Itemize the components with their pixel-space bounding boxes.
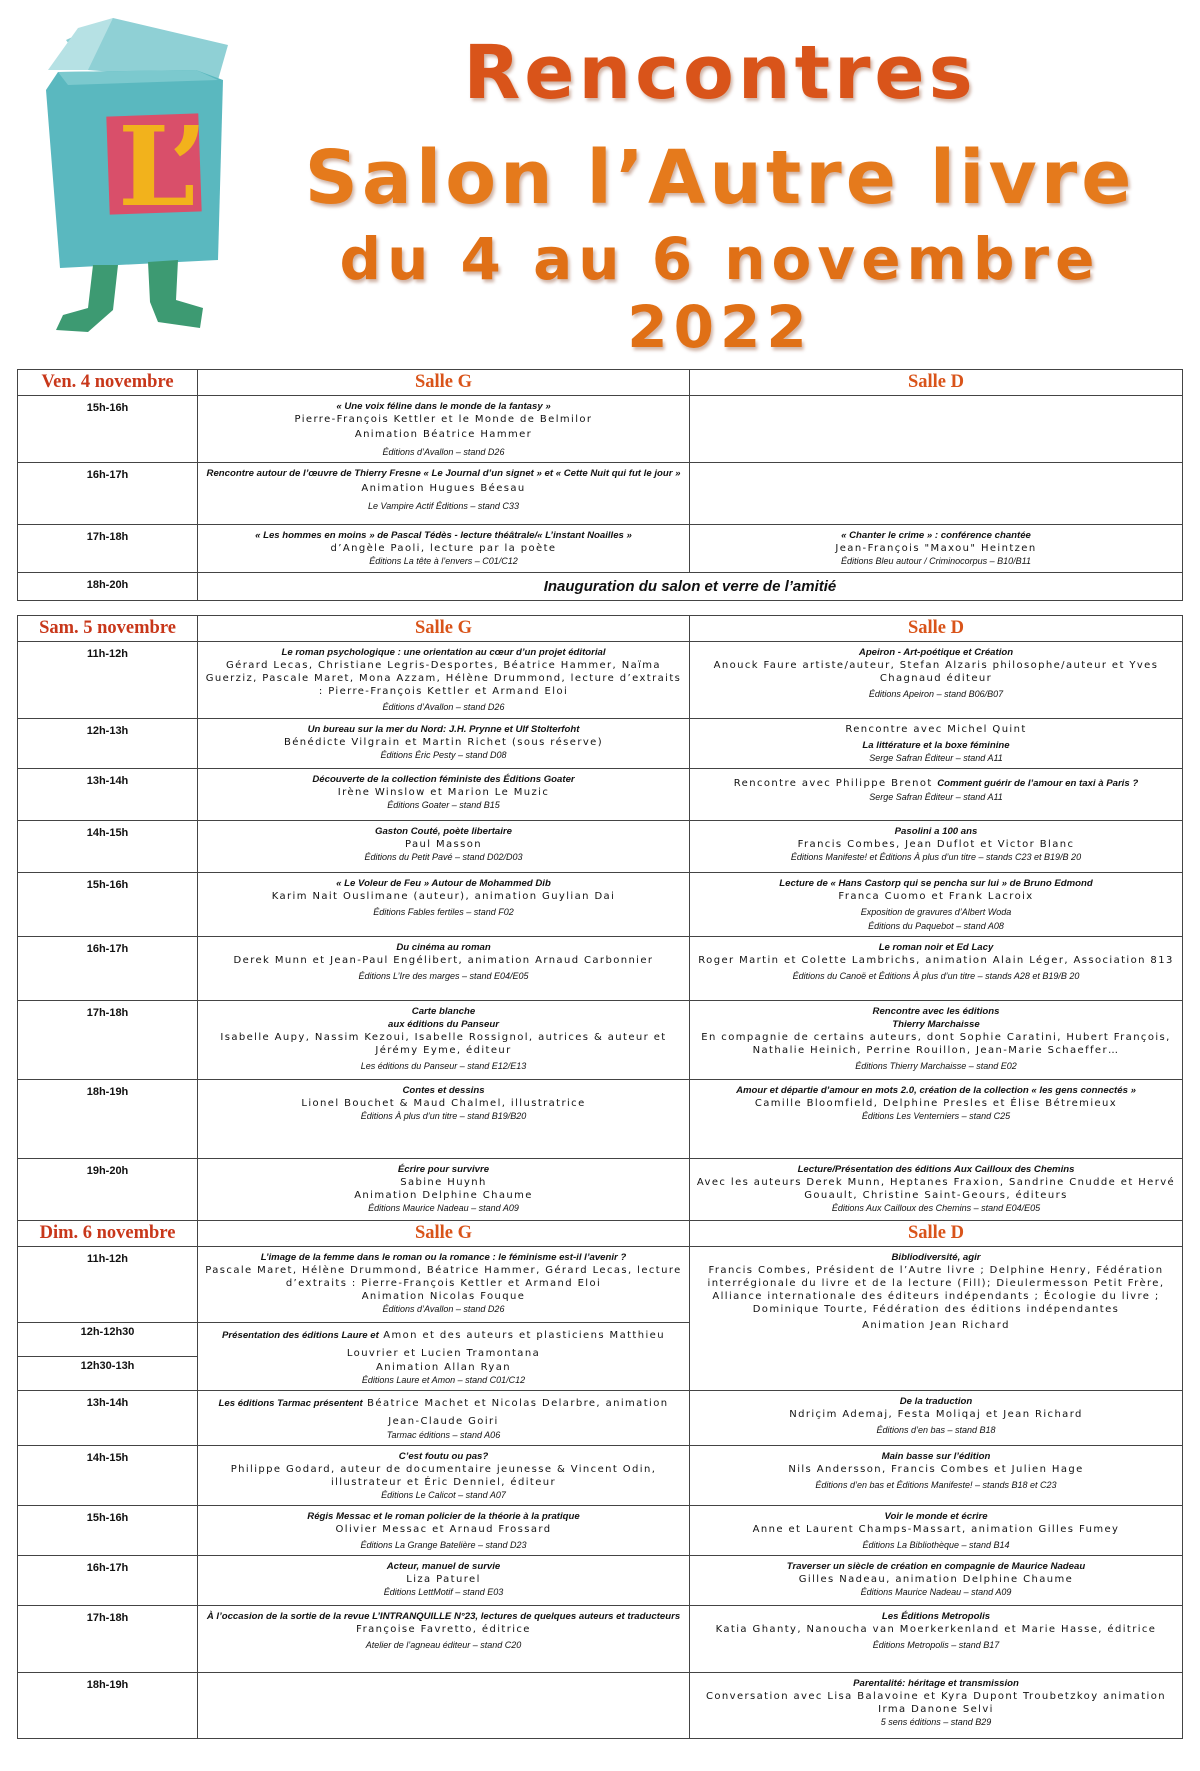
event-title: Bibliodiversité, agir — [891, 1252, 981, 1263]
event-publisher: Éditions Les Venterniers – stand C25 — [861, 1111, 1011, 1121]
time-slot: 16h-17h — [18, 937, 198, 1001]
event-people: Pierre-François Kettler et le Monde de Belmilor — [294, 414, 593, 425]
time-slot: 19h-20h — [18, 1159, 198, 1221]
event-people: Francis Combes, Jean Duflot et Victor Blanc — [797, 839, 1075, 850]
event-people: Francis Combes, Président de l’Autre livre ; Delphine Henry, Fédération interrégionale du livre et de la lecture (Fill); Dieulermesson Petit Frère, Alliance internationale des éditeurs indépendants ; Écologie du livre ; Dominique Tourte, Fédération des éditions indépendantes — [707, 1265, 1165, 1315]
time-slot: 15h-16h — [18, 873, 198, 937]
event-publisher: Éditions Éric Pesty – stand D08 — [380, 750, 507, 760]
table-row — [18, 1080, 1183, 1159]
event-title: « Une voix féline dans le monde de la fantasy » — [336, 401, 551, 412]
event-title: Découverte de la collection féministe des Éditions Goater — [312, 774, 575, 785]
event-cell — [690, 719, 1183, 769]
time-slot: 18h-20h — [18, 573, 198, 601]
time-slot: 13h-14h — [18, 1391, 198, 1446]
event-title: À l’occasion de la sortie de la revue L’INTRANQUILLE N°23, lectures de quelques auteurs et traducteurs — [206, 1611, 681, 1622]
event-subtitle: Thierry Marchaisse — [892, 1019, 980, 1030]
event-cell — [690, 1606, 1183, 1673]
time-slot: 17h-18h — [18, 1001, 198, 1080]
event-people: Katia Ghanty, Nanoucha van Moerkerkenland et Marie Hasse, éditrice — [715, 1624, 1157, 1635]
table-row — [18, 525, 1183, 573]
event-title: L’image de la femme dans le roman ou la romance : le féminisme est-il l’avenir ? — [260, 1252, 627, 1263]
event-people: Isabelle Aupy, Nassim Kezoui, Isabelle Rossignol, autrices & auteur et Jérémy Eyme, éditeur — [220, 1032, 667, 1056]
table-row — [18, 463, 1183, 525]
event-publisher: Éditions Laure et Amon – stand C01/C12 — [361, 1375, 526, 1385]
time-slot: 15h-16h — [18, 1506, 198, 1556]
event-people: Gilles Nadeau, animation Delphine Chaume — [798, 1574, 1074, 1585]
event-title: Présentation des éditions Laure et — [222, 1330, 379, 1341]
day-header: Ven. 4 novembre — [18, 370, 198, 396]
event-publisher: Éditions d’Avallon – stand D26 — [382, 702, 505, 712]
event-cell — [690, 525, 1183, 573]
event-cell — [198, 1001, 690, 1080]
event-cell — [690, 937, 1183, 1001]
event-people: Pascale Maret, Hélène Drummond, Béatrice Hammer, Gérard Lecas, lecture d’extraits : Pierre-François Kettler et Armand Eloi — [205, 1265, 682, 1289]
event-publisher: Éditions du Canoë et Éditions À plus d’un titre – stands A28 et B19/B 20 — [792, 971, 1080, 981]
event-cell — [690, 1391, 1183, 1446]
event-title: Voir le monde et écrire — [884, 1511, 988, 1522]
event-subtitle: aux éditions du Panseur — [388, 1019, 499, 1030]
event-cell — [198, 873, 690, 937]
table-row — [18, 573, 1183, 601]
event-publisher: Serge Safran Éditeur – stand A11 — [869, 792, 1003, 802]
event-animation: Animation Allan Ryan — [376, 1362, 511, 1373]
event-publisher: Atelier de l’agneau éditeur – stand C20 — [365, 1640, 522, 1650]
event-people: Nils Andersson, Francis Combes et Julien Hage — [788, 1464, 1084, 1475]
event-publisher: Éditions Le Calicot – stand A07 — [381, 1490, 506, 1500]
event-people: Philippe Godard, auteur de documentaire jeunesse & Vincent Odin, illustrateur et Éric Denniel, éditeur — [230, 1464, 657, 1488]
event-cell — [198, 1506, 690, 1556]
event-people: Gérard Lecas, Christiane Legris-Desportes, Béatrice Hammer, Naïma Guerziz, Pascale Maret, Mona Azzam, Hélène Drummond, lecture d’extraits : Pierre-François Kettler et Armand Eloi — [205, 660, 682, 697]
title-dates: du 4 au 6 novembre 2022 — [339, 225, 1101, 361]
table-row — [18, 1391, 1183, 1446]
event-publisher: Éditions du Paquebot – stand A08 — [868, 921, 1004, 931]
event-title: Du cinéma au roman — [396, 942, 491, 953]
table-row — [18, 642, 1183, 719]
event-animation: Animation Delphine Chaume — [354, 1190, 533, 1201]
event-cell — [690, 1446, 1183, 1506]
time-slot: 14h-15h — [18, 821, 198, 873]
event-title: Traverser un siècle de création en compagnie de Maurice Nadeau — [786, 1561, 1086, 1572]
event-title: « Chanter le crime » : conférence chantée — [841, 530, 1031, 541]
event-title: Acteur, manuel de survie — [386, 1561, 501, 1572]
salle-g-header: Salle G — [198, 370, 690, 396]
event-title: Rencontre autour de l’œuvre de Thierry Fresne « Le Journal d’un signet » et « Cette Nuit qui fut le jour » — [206, 468, 681, 479]
event-people: Sabine Huynh — [400, 1177, 487, 1188]
time-slot: 11h-12h — [18, 1247, 198, 1323]
event-title: « Le Voleur de Feu » Autour de Mohammed Dib — [336, 878, 551, 889]
event-cell — [690, 821, 1183, 873]
table-row — [18, 396, 1183, 463]
time-slot: 18h-19h — [18, 1080, 198, 1159]
event-cell — [198, 396, 690, 463]
table-row — [18, 1673, 1183, 1739]
table-row — [18, 1159, 1183, 1221]
schedule-friday — [17, 369, 1183, 601]
time-slot: 15h-16h — [18, 396, 198, 463]
event-publisher: Éditions d’en bas et Éditions Manifeste! – stands B18 et C23 — [815, 1480, 1057, 1490]
event-people: Jean-François "Maxou" Heintzen — [835, 543, 1037, 554]
event-people: Béatrice Machet et Nicolas Delarbre, animation Jean-Claude Goiri — [367, 1398, 669, 1427]
event-cell — [690, 873, 1183, 937]
event-title: Apeiron - Art-poétique et Création — [858, 647, 1014, 658]
event-cell — [690, 1506, 1183, 1556]
event-publisher: Éditions Apeiron – stand B06/B07 — [868, 689, 1004, 699]
event-cell — [198, 1080, 690, 1159]
event-people: Paul Masson — [404, 839, 483, 850]
event-people: Olivier Messac et Arnaud Frossard — [335, 1524, 552, 1535]
event-cell — [198, 642, 690, 719]
event-title: Comment guérir de l’amour en taxi à Paris ? — [937, 778, 1139, 789]
event-people: Conversation avec Lisa Balavoine et Kyra Dupont Troubetzkoy animation Irma Danone Selvi — [706, 1691, 1166, 1715]
event-title: Lecture de « Hans Castorp qui se pencha sur lui » de Bruno Edmond — [779, 878, 1093, 889]
time-slot: 16h-17h — [18, 463, 198, 525]
event-publisher: 5 sens éditions – stand B29 — [880, 1717, 992, 1727]
event-publisher: Éditions La tête à l’envers – C01/C12 — [369, 556, 518, 566]
table-row — [18, 1446, 1183, 1506]
event-title: « Les hommes en moins » de Pascal Tédès - lecture théâtrale/« L’instant Noailles » — [255, 530, 632, 541]
event-publisher: Éditions Goater – stand B15 — [387, 800, 500, 810]
day-header: Sam. 5 novembre — [18, 616, 198, 642]
event-publisher: Éditions L’Ire des marges – stand E04/E05 — [358, 971, 529, 981]
event-title: De la traduction — [899, 1396, 973, 1407]
event-publisher: Éditions du Petit Pavé – stand D02/D03 — [364, 852, 523, 862]
salle-d-header: Salle D — [690, 1221, 1183, 1247]
event-cell — [198, 769, 690, 821]
title-salon: Salon l’Autre livre — [304, 135, 1136, 221]
event-people: Amon et des auteurs et plasticiens Matthieu Louvrier et Lucien Tramontana — [346, 1330, 665, 1359]
event-publisher: Tarmac éditions – stand A06 — [386, 1430, 501, 1440]
event-cell-empty — [198, 1673, 690, 1739]
event-title: Le roman psychologique : une orientation au cœur d’un projet éditorial — [281, 647, 606, 658]
table-row — [18, 1247, 1183, 1323]
event-cell — [198, 719, 690, 769]
event-title: Les Éditions Metropolis — [881, 1611, 991, 1622]
table-row — [18, 1606, 1183, 1673]
event-title: Régis Messac et le roman policier de la théorie à la pratique — [307, 1511, 580, 1522]
event-title: C’est foutu ou pas? — [398, 1451, 489, 1462]
event-people: Ndriçim Ademaj, Festa Moliqaj et Jean Richard — [789, 1409, 1083, 1420]
event-cell — [198, 1556, 690, 1606]
event-publisher: Éditions Manifeste! et Éditions À plus d’un titre – stands C23 et B19/B 20 — [790, 852, 1082, 862]
event-title: Parentalité: héritage et transmission — [853, 1678, 1019, 1689]
title-rencontres: Rencontres — [463, 30, 977, 116]
salle-d-header: Salle D — [690, 370, 1183, 396]
event-publisher: Éditions d’Avallon – stand D26 — [382, 1304, 505, 1314]
event-people: Rencontre avec Philippe Brenot — [733, 778, 933, 789]
event-people: Françoise Favretto, éditrice — [356, 1624, 531, 1635]
event-publisher: Éditions Maurice Nadeau – stand A09 — [860, 1587, 1012, 1597]
event-people: Liza Paturel — [406, 1574, 481, 1585]
event-animation: Animation Jean Richard — [862, 1320, 1010, 1331]
inauguration-event: Inauguration du salon et verre de l’amitié — [198, 573, 1183, 601]
salle-d-header: Salle D — [690, 616, 1183, 642]
event-title: Contes et dessins — [402, 1085, 485, 1096]
event-title: Amour et départie d’amour en mots 2.0, création de la collection « les gens connectés » — [736, 1085, 1136, 1096]
event-exhibition: Exposition de gravures d’Albert Woda — [860, 907, 1012, 917]
event-cell — [198, 463, 690, 525]
table-row — [18, 1001, 1183, 1080]
event-cell — [198, 525, 690, 573]
time-slot: 11h-12h — [18, 642, 198, 719]
time-slot: 14h-15h — [18, 1446, 198, 1506]
event-cell — [198, 821, 690, 873]
table-row — [18, 1556, 1183, 1606]
event-publisher: Le Vampire Actif Éditions – stand C33 — [368, 501, 519, 511]
table-row — [18, 937, 1183, 1001]
event-cell — [690, 1556, 1183, 1606]
event-people: Rencontre avec Michel Quint — [845, 724, 1027, 735]
event-title: La littérature et la boxe féminine — [862, 740, 1010, 751]
event-publisher: Éditions Maurice Nadeau – stand A09 — [368, 1203, 519, 1213]
event-title: Le roman noir et Ed Lacy — [878, 942, 994, 953]
event-publisher: Éditions d’en bas – stand B18 — [876, 1425, 996, 1435]
salon-logo-walking-book — [18, 10, 248, 350]
event-cell — [198, 1391, 690, 1446]
event-people: Camille Bloomfield, Delphine Presles et Élise Bétremieux — [754, 1098, 1118, 1109]
event-people: Roger Martin et Colette Lambrichs, animation Alain Léger, Association 813 — [698, 955, 1174, 966]
event-cell — [198, 1159, 690, 1221]
time-slot: 12h-12h30 — [18, 1323, 198, 1357]
event-title: Lecture/Présentation des éditions Aux Cailloux des Chemins — [797, 1164, 1075, 1175]
event-animation: Animation Nicolas Fouque — [361, 1291, 526, 1302]
event-cell — [690, 1247, 1183, 1391]
salle-g-header: Salle G — [198, 616, 690, 642]
event-animation: Animation Béatrice Hammer — [354, 429, 533, 440]
event-people: Karim Nait Ouslimane (auteur), animation Guylian Dai — [271, 891, 616, 902]
event-title: Écrire pour survivre — [397, 1164, 490, 1175]
event-people: Lionel Bouchet & Maud Chalmel, illustratrice — [301, 1098, 586, 1109]
event-cell — [198, 1323, 690, 1391]
event-title: Un bureau sur la mer du Nord: J.H. Prynne et Ulf Stolterfoht — [307, 724, 580, 735]
event-people: Bénédicte Vilgrain et Martin Richet (sous réserve) — [283, 737, 604, 748]
event-publisher: Éditions Metropolis – stand B17 — [872, 1640, 1000, 1650]
time-slot: 12h30-13h — [18, 1357, 198, 1391]
event-cell — [690, 769, 1183, 821]
table-row — [18, 1506, 1183, 1556]
event-publisher: Éditions d’Avallon – stand D26 — [382, 447, 505, 457]
event-publisher: Les éditions du Panseur – stand E12/E13 — [360, 1061, 527, 1071]
time-slot: 17h-18h — [18, 1606, 198, 1673]
event-cell-empty — [690, 463, 1183, 525]
event-publisher: Éditions Thierry Marchaisse – stand E02 — [855, 1061, 1017, 1071]
event-title: Gaston Couté, poète libertaire — [374, 826, 512, 837]
event-people: Avec les auteurs Derek Munn, Heptanes Fraxion, Sandrine Cnudde et Hervé Gouault, Christine Saint-Geours, éditeurs — [696, 1177, 1176, 1201]
event-title: Carte blanche — [411, 1006, 476, 1017]
time-slot: 18h-19h — [18, 1673, 198, 1739]
event-cell — [690, 1159, 1183, 1221]
event-publisher: Serge Safran Éditeur – stand A11 — [869, 753, 1003, 763]
day-header: Dim. 6 novembre — [18, 1221, 198, 1247]
event-people: Irène Winslow et Marion Le Muzic — [337, 787, 550, 798]
event-publisher: Éditions Fables fertiles – stand F02 — [373, 907, 514, 917]
event-animation: Animation Hugues Béesau — [361, 483, 526, 494]
table-row — [18, 769, 1183, 821]
table-row — [18, 719, 1183, 769]
event-people: Franca Cuomo et Frank Lacroix — [838, 891, 1034, 902]
event-cell — [690, 1673, 1183, 1739]
event-publisher: Éditions À plus d’un titre – stand B19/B20 — [360, 1111, 527, 1121]
event-people: Anouck Faure artiste/auteur, Stefan Alzaris philosophe/auteur et Yves Chagnaud éditeur — [713, 660, 1159, 684]
event-cell — [690, 642, 1183, 719]
event-cell — [198, 937, 690, 1001]
event-people: d’Angèle Paoli, lecture par la poète — [330, 543, 557, 554]
time-slot: 17h-18h — [18, 525, 198, 573]
event-cell-empty — [690, 396, 1183, 463]
table-row — [18, 873, 1183, 937]
event-people: Derek Munn et Jean-Paul Engélibert, animation Arnaud Carbonnier — [233, 955, 654, 966]
event-publisher: Éditions Bleu autour / Criminocorpus – B10/B11 — [841, 556, 1031, 566]
event-publisher: Éditions La Grange Batelière – stand D23 — [360, 1540, 527, 1550]
event-cell — [198, 1247, 690, 1323]
event-cell — [690, 1080, 1183, 1159]
event-cell — [690, 1001, 1183, 1080]
schedule-saturday-sunday — [17, 615, 1183, 1739]
time-slot: 13h-14h — [18, 769, 198, 821]
table-row — [18, 821, 1183, 873]
event-title: Main basse sur l’édition — [881, 1451, 991, 1462]
event-cell — [198, 1606, 690, 1673]
event-publisher: Éditions LettMotif – stand E03 — [383, 1587, 504, 1597]
event-people: En compagnie de certains auteurs, dont Sophie Caratini, Hubert François, Nathalie Heinich, Perrine Rouillon, Jean-Marie Schaeffer… — [701, 1032, 1171, 1056]
event-publisher: Éditions La Bibliothèque – stand B14 — [862, 1540, 1010, 1550]
event-cell — [198, 1446, 690, 1506]
time-slot: 16h-17h — [18, 1556, 198, 1606]
event-publisher: Éditions Aux Cailloux des Chemins – stand E04/E05 — [831, 1203, 1041, 1213]
time-slot: 12h-13h — [18, 719, 198, 769]
event-people: Anne et Laurent Champs-Massart, animation Gilles Fumey — [752, 1524, 1120, 1535]
event-title: Rencontre avec les éditions — [872, 1006, 1000, 1017]
event-title: Les éditions Tarmac présentent — [218, 1398, 363, 1409]
salle-g-header: Salle G — [198, 1221, 690, 1247]
event-title: Pasolini a 100 ans — [894, 826, 978, 837]
logo-letter: L’ — [118, 102, 208, 231]
